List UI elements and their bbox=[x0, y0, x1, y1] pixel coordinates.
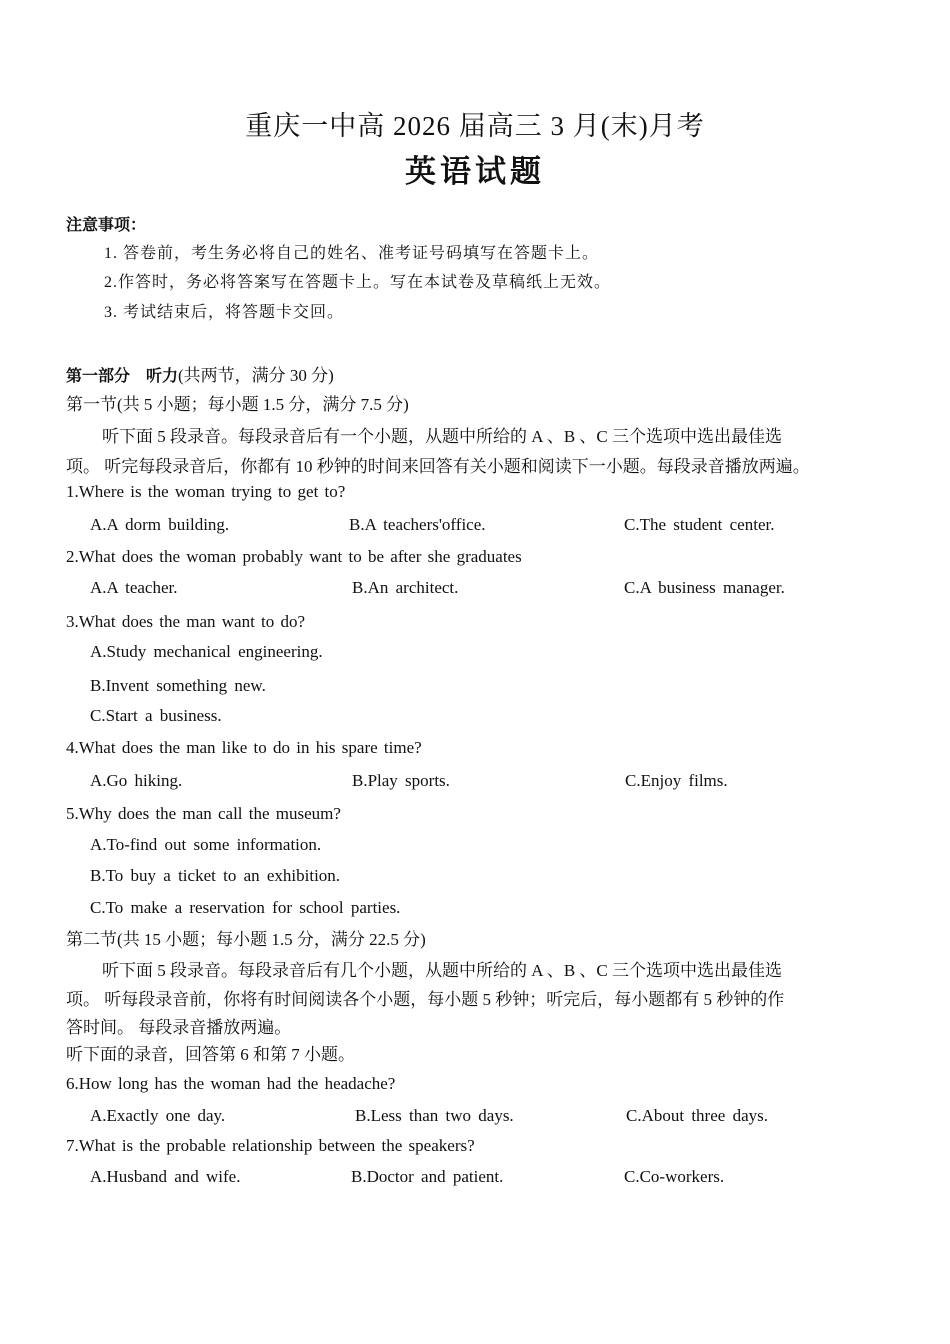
question-option: C.Co-workers. bbox=[624, 1167, 725, 1186]
question-stem: 5.Why does the man call the museum? bbox=[66, 804, 341, 823]
section1-instructions-line1: 听下面 5 段录音。每段录音后有一个小题，从题中所给的 A 、B 、C 三个选项中选出最佳选 bbox=[102, 427, 783, 446]
section2-instructions-line2: 项。 听每段录音前，你将有时间阅读各个小题，每小题 5 秒钟；听完后，每小题都有 5 秒钟的作 bbox=[66, 990, 785, 1009]
question-option: C.Enjoy films. bbox=[625, 771, 728, 790]
question-stem: 4.What does the man like to do in his spare time? bbox=[66, 738, 422, 757]
question-option: C.A business manager. bbox=[624, 578, 785, 597]
question-stem: 7.What is the probable relationship between the speakers? bbox=[66, 1136, 475, 1155]
question-option: A.Exactly one day. bbox=[90, 1106, 226, 1125]
question-option: A.Husband and wife. bbox=[90, 1167, 241, 1186]
question-option: C.The student center. bbox=[624, 515, 775, 534]
question-option: B.Less than two days. bbox=[355, 1106, 514, 1125]
part1-heading bbox=[66, 365, 334, 387]
question-option: A.A teacher. bbox=[90, 578, 178, 597]
section2-instructions-line1: 听下面 5 段录音。每段录音后有几个小题，从题中所给的 A 、B 、C 三个选项中选出最佳选 bbox=[102, 961, 783, 980]
question-option: C.Start a business. bbox=[90, 706, 222, 725]
part1-heading-bold: 第一部分 听力 bbox=[66, 366, 179, 385]
question-stem: 3.What does the man want to do? bbox=[66, 612, 306, 631]
question-option: C.About three days. bbox=[626, 1106, 768, 1125]
question-option: A.Study mechanical engineering. bbox=[90, 642, 323, 661]
question-option: C.To make a reservation for school parties. bbox=[90, 898, 401, 917]
question-option: B.Play sports. bbox=[352, 771, 450, 790]
question-stem: 6.How long has the woman had the headache? bbox=[66, 1074, 396, 1093]
section1-heading: 第一节(共 5 小题；每小题 1.5 分，满分 7.5 分) bbox=[66, 395, 409, 414]
question-option: A.To-find out some information. bbox=[90, 835, 322, 854]
section2-instructions-line3: 答时间。 每段录音播放两遍。 bbox=[66, 1018, 292, 1037]
question-stem: 1.Where is the woman trying to get to? bbox=[66, 482, 346, 501]
question-stem: 2.What does the woman probably want to be after she graduates bbox=[66, 547, 522, 566]
section1-instructions-line2: 项。 听完每段录音后，你都有 10 秒钟的时间来回答有关小题和阅读下一小题。每段录音播放两遍。 bbox=[66, 457, 810, 476]
exam-subtitle: 英语试题 bbox=[405, 154, 545, 190]
question-option: B.An architect. bbox=[352, 578, 459, 597]
section2-heading: 第二节(共 15 小题；每小题 1.5 分，满分 22.5 分) bbox=[66, 930, 426, 949]
part1-heading-rest: (共两节，满分 30 分) bbox=[178, 366, 334, 385]
exam-title: 重庆一中高 2026 届高三 3 月(末)月考 bbox=[245, 111, 705, 141]
question-option: B.To buy a ticket to an exhibition. bbox=[90, 866, 341, 885]
notice-item-3: 3. 考试结束后，将答题卡交回。 bbox=[104, 304, 345, 321]
question-option: B.Doctor and patient. bbox=[351, 1167, 504, 1186]
question-option: A.Go hiking. bbox=[90, 771, 183, 790]
question-option: A.A dorm building. bbox=[90, 515, 230, 534]
question-option: B.Invent something new. bbox=[90, 676, 266, 695]
notice-item-1: 1. 答卷前，考生务必将自己的姓名、准考证号码填写在答题卡上。 bbox=[104, 245, 600, 262]
notice-heading: 注意事项： bbox=[66, 215, 147, 234]
sub-instruction: 听下面的录音，回答第 6 和第 7 小题。 bbox=[66, 1045, 355, 1064]
question-option: B.A teachers'office. bbox=[349, 515, 486, 534]
notice-item-2: 2.作答时，务必将答案写在答题卡上。写在本试卷及草稿纸上无效。 bbox=[104, 274, 612, 291]
